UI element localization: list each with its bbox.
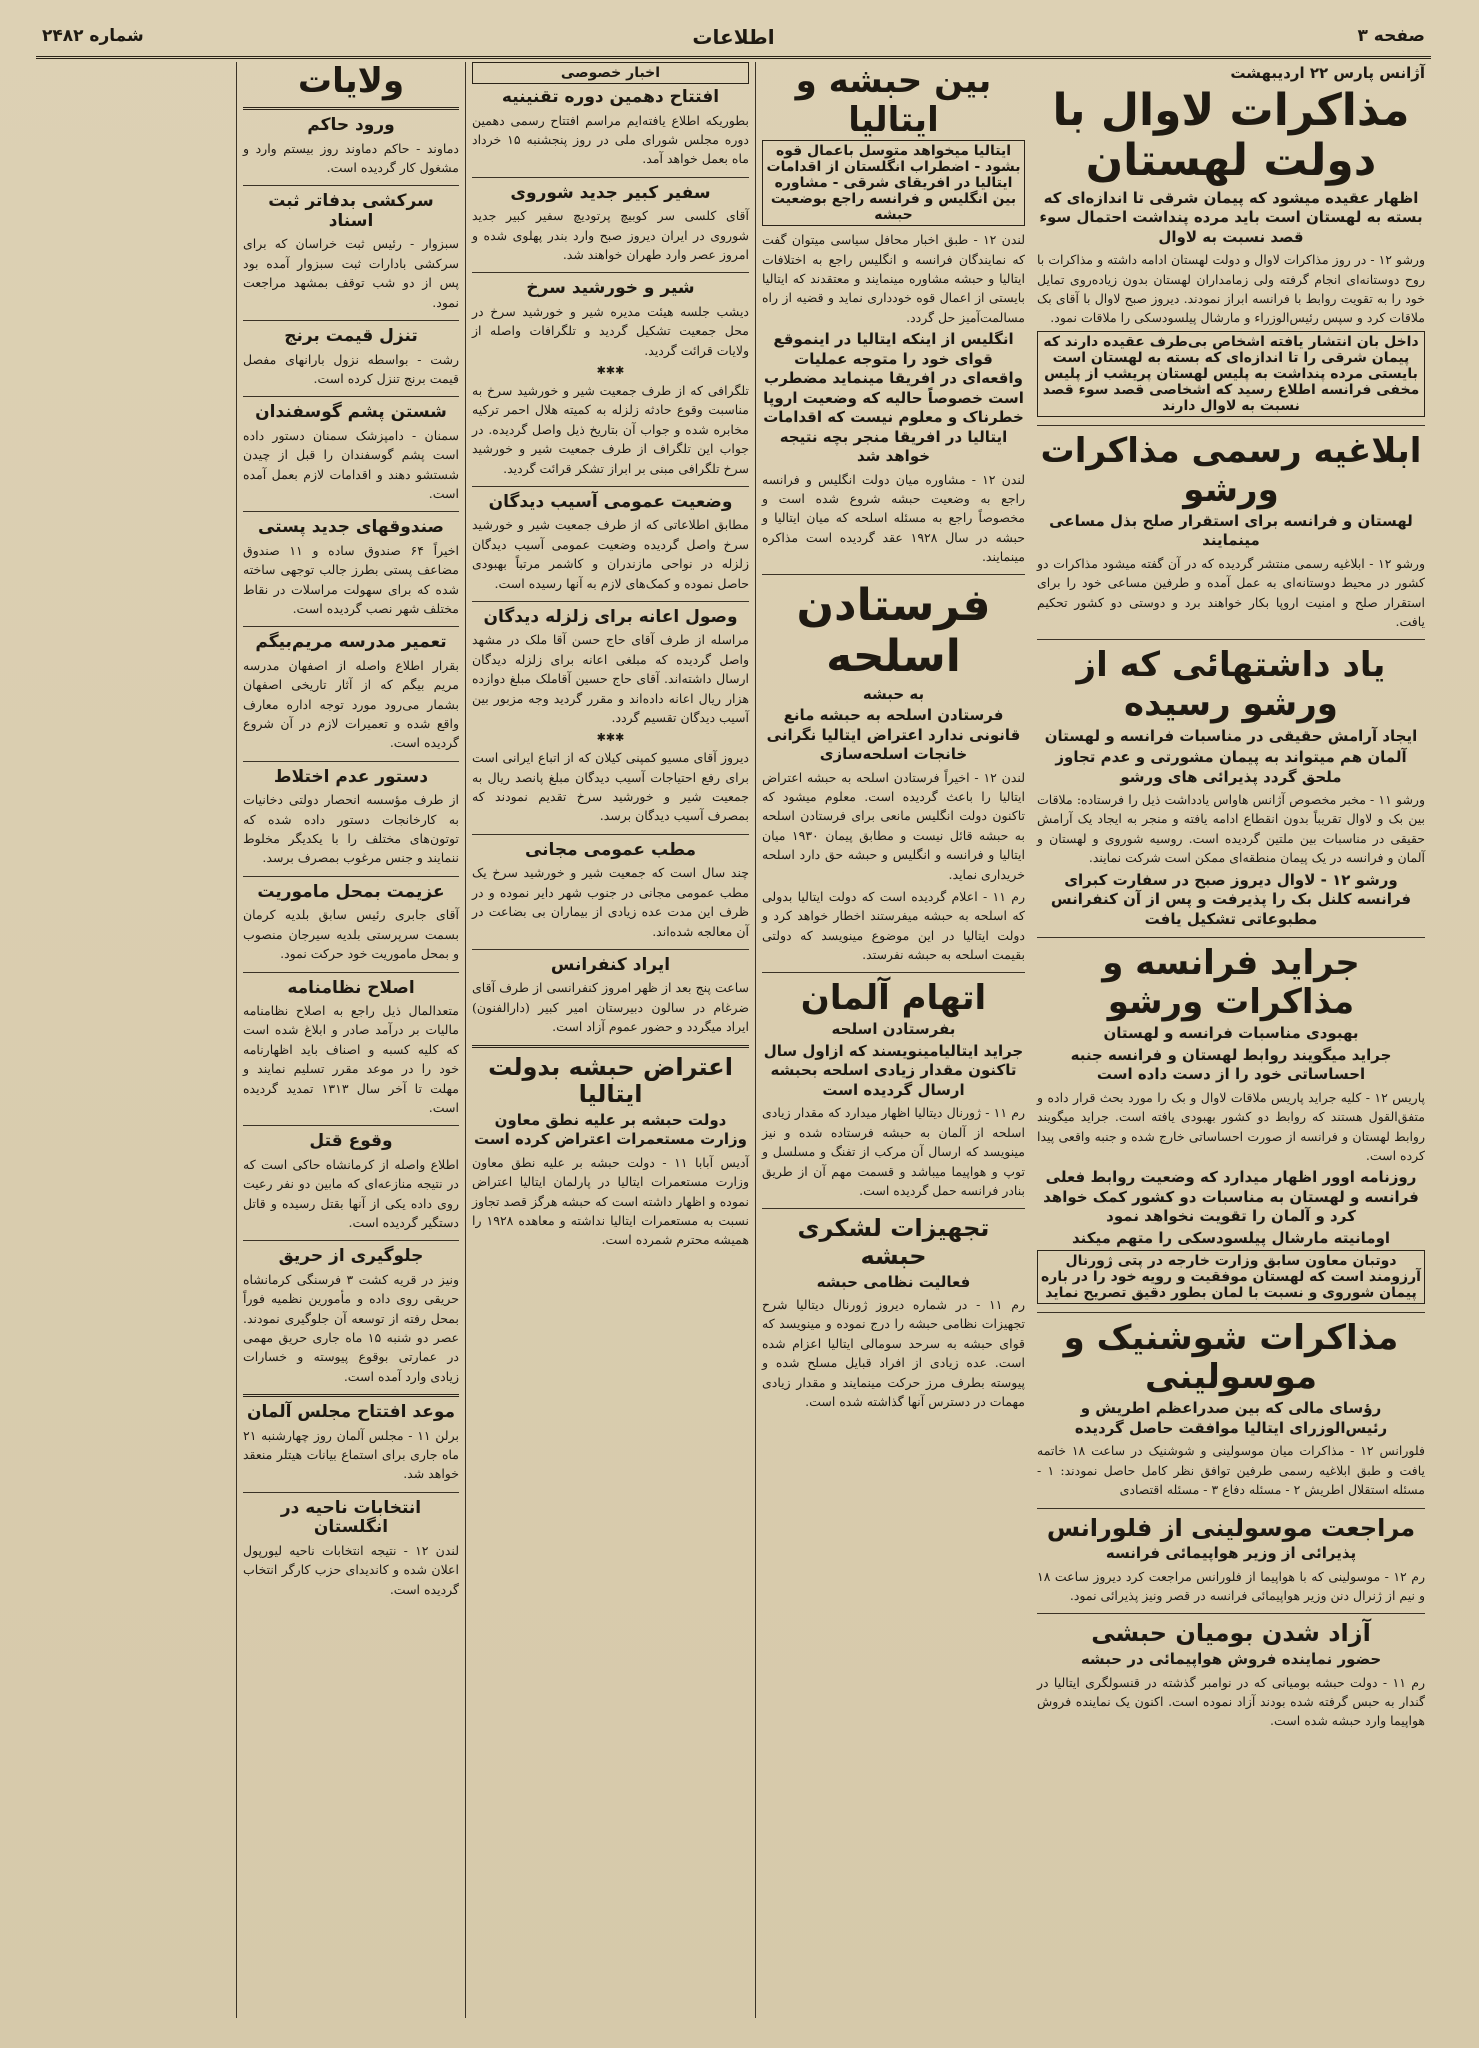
story-governor-arrival <box>239 115 459 177</box>
body-england-election: لندن ۱۲ - نتیجه انتخابات ناحیه لیورپول اعلان شده و کاندیدای حزب کارگر انتخاب گردیده است. <box>239 1542 460 1597</box>
story-lecture <box>468 949 749 1037</box>
body-registry-inspection: سبزوار - رئیس ثبت خراسان که برای سرکشی بادارات ثبت سبزوار آمده بود پس از دو شب توقف بمشهد مراجعت نمود. <box>239 236 459 310</box>
body-school-repair: بقرار اطلاع واصله از اصفهان مدرسه مریم بیگم که از آثار تاریخی اصفهان بشمار می‌رود مورد توجه اداره معارف واقع شده و تعمیرات لازم در آن شروع گردیده است. <box>239 657 459 751</box>
story-mussolini-return <box>1033 1508 1426 1606</box>
story-rice-price <box>239 320 459 388</box>
headline-england-election: انتخابات ناحیه در انگلستان <box>280 1497 422 1538</box>
headline-mussolini-return: مراجعت موسولینی از فلورانس <box>1046 1513 1416 1542</box>
headline-free-clinic: مطب عمومی مجانی <box>524 839 697 860</box>
headline-school-repair: تعمیر مدرسه مریم‌بیگم <box>255 632 447 653</box>
headline-soviet-ambassador: سفیر کبیر جدید شوروی <box>510 182 711 203</box>
subhead-ethiopian-natives: حضور نماینده فروش هواپیمائی در حبشه <box>1080 1650 1382 1668</box>
body-lecture: ساعت پنج بعد از ظهر امروز کنفرانسی از طرف آقای ضرغام در سالون دبیرستان امیر کبیر (دارالفنون) ایراد میگردد و حضور عموم آزاد است. <box>468 980 749 1035</box>
star-divider: ✱✱✱ <box>596 731 625 745</box>
story-victims-status <box>468 486 749 593</box>
headline-registry-inspection: سرکشی بدفاتر ثبت اسناد <box>268 191 434 231</box>
body-warsaw-notes: ورشو ۱۱ - مخبر مخصوص آژانس هاواس یادداشت ذیل را فرستاده: ملاقات بین بک و لاوال تقریباً بدون انقطاع ادامه یافته و منجر به ایجاد یک آرامش حقیقی در مناسبات بین ملتین گردیده است. روسیه شوروی و لهستان و آلمان و فرانسه در یک پیمان منطقه‌ای ممکن است شرکت نمایند. <box>1033 792 1425 866</box>
body-mailboxes: اخیراً ۶۴ صندوق ساده و ۱۱ صندوق مضاعف پستی بطرز جالب توجهی ساخته شده که برای سهولت مراسلات در نقاط مختلف شهر نصب گردیده است. <box>239 542 459 616</box>
bold-ethiopia-italy: انگلیس از اینکه ایتالیا در اینموقع قوای خود را متوجه عملیات واقعه‌ای در افریقا مینماید مضطرب است خصوصاً حالیه که وضعیت اروپا خطرناک و معلوم نیست که اقدامات ایتالیا در افریقا منجر بچه نتیجه خواهد شد <box>763 330 1024 466</box>
subhead-mussolini-return: پذیرائی از وزیر هواپیمائی فرانسه <box>1105 1544 1357 1563</box>
column-1 <box>1031 62 1431 2018</box>
subhead2-warsaw-notes: آلمان هم میتواند به پیمان مشورتی و عدم تجاوز ملحق گردد پذیرائی های ورشو <box>1055 748 1407 786</box>
story-parliament-opening <box>468 87 749 169</box>
headline-no-mixing: دستور عدم اختلاط <box>273 766 429 787</box>
headline-laval-poland: مذاکرات لاوال با دولت لهستان <box>1052 84 1410 187</box>
column-4 <box>236 62 465 2018</box>
column-2 <box>755 62 1031 2018</box>
subhead2-arms-shipment: فرستادن اسلحه به حبشه مانع قانونی ندارد اعتراض ایتالیا نگرانی خانجات اسلحه‌سازی <box>766 706 1021 764</box>
body2-ethiopia-italy: لندن ۱۲ - مشاوره میان دولت انگلیس و فرانسه راجع به وضعیت حبشه شروع شده است و مخصوصاً راجع به مسئله اسلحه که میان ایتالیا و حبشه در سال ۱۹۲۸ عقد گردیده است مذاکره مینمایند. <box>758 471 1025 565</box>
story-german-parliament <box>239 1394 459 1484</box>
headline-donations: وصول اعانه برای زلزله دیدگان <box>483 606 738 627</box>
section-title-provinces: ولایات <box>297 62 405 101</box>
body-free-clinic: چند سال است که جمعیت شیر و خورشید سرخ یک مطب عمومی مجانی در جنوب شهر دایر نموده و در ظرف این مدت عده زیادی از بیماران بی بضاعت در آن معالجه شده‌اند. <box>468 865 749 939</box>
headline-germany-accused: اتهام آلمان <box>800 978 987 1019</box>
story-warsaw-communique <box>1033 425 1425 632</box>
headline-parliament-opening: افتتاح دهمین دوره تقنینیه <box>501 87 720 107</box>
body-german-parliament: برلن ۱۱ - مجلس آلمان روز چهارشنبه ۲۱ ماه جاری برای استماع بیانات هیتلر منعقد خواهد شد. <box>239 1427 459 1482</box>
headline-ethiopian-natives: آزاد شدن بومیان حبشی <box>1091 1619 1371 1648</box>
story-warsaw-notes <box>1033 639 1425 929</box>
body-mussolini-return: رم ۱۲ - موسولینی که با هواپیما از فلورانس مراجعت کرد دیروز ساعت ۱۸ و نیم از ژنرال دنن وزیر هواپیمائی فرانسه در قصر ونیز پذیرائی نمود. <box>1033 1568 1426 1604</box>
story-regulation-fix <box>239 972 459 1118</box>
subhead-warsaw-communique: لهستان و فرانسه برای استقرار صلح بذل مساعی مینمایند <box>1049 511 1413 550</box>
page-header <box>36 22 1431 59</box>
story-murder <box>239 1125 459 1232</box>
body-schuschnigg-mussolini: فلورانس ۱۲ - مذاکرات میان موسولینی و شوشنیک در ساعت ۱۸ خاتمه یافت و طبق ابلاغیه رسمی طرفین توافق نظر کامل حاصل نمودند: ۱ - مسئله استقلال اطریش ۲ - مسئله دفاع ۳ - مسئله اقتصادی <box>1033 1443 1425 1498</box>
story-donations <box>468 601 749 826</box>
story-school-repair <box>239 626 459 752</box>
subhead-laval-poland: اظهار عقیده میشود که پیمان شرقی تا اندازه‌ای که بسته به لهستان است باید مرده پنداشت احتمال سوء قصد نسبت به لاوال <box>1039 188 1423 246</box>
body-ethiopian-natives: رم ۱۱ - دولت حبشه بومیانی که در نوامبر گذشته در قنسولگری ایتالیا در گندار به حبس گرفته شده بودند آزاد نموده است. اکنون یک نماینده فروش هواپیما وارد حبشه شده است. <box>1033 1674 1426 1729</box>
box-laval-poland: داخل بان انتشار یافته اشخاص بی‌طرف عقیده دارند که پیمان شرقی را تا اندازه‌ای که بسته به لهستان است بایستی مرده پنداشت به پلیس لهستان پریشب از پلیس مخفی فرانسه اطلاع رسید که اشخاصی قصد سوء قصد نسبت به لاوال دارند <box>1037 331 1425 417</box>
headline-schuschnigg-mussolini: مذاکرات شوشنیک و موسولینی <box>1063 1318 1399 1398</box>
body-donations: مراسله از طرف آقای حاج حسن آقا ملک در مشهد واصل گردیده که مبلغی اعانه برای زلزله دیدگان ارسال داشته‌اند. آقای حاج حسین آقاملک مبلغ دوازده هزار ریال اعانه داده‌اند و مقرر گردید وجه مزبور بین آسیب دیدگان تقسیم گردد. <box>468 632 749 725</box>
story-french-press <box>1033 937 1425 1304</box>
story-england-election <box>239 1492 460 1599</box>
body-parliament-opening: بطوریکه اطلاع یافته‌ایم مراسم افتتاح رسمی دهمین دوره مجلس شورای ملی در روز پنجشنبه ۱۵ خرداد ماه بعمل خواهد آمد. <box>468 112 749 167</box>
headline-arms-shipment: فرستادن اسلحه <box>796 580 991 683</box>
agency-line: آژانس پارس ۲۲ اردیبهشت <box>1230 64 1425 82</box>
subhead-ethiopian-army: فعالیت نظامی حبشه <box>816 1272 971 1291</box>
subhead-schuschnigg-mussolini: رؤسای مالی که بین صدراعظم اطریش و رئیس‌الوزرای ایتالیا موافقت حاصل گردیده <box>1074 1399 1388 1437</box>
body-fire: ونیز در قریه کشت ۳ فرسنگی کرمانشاه حریقی روی داده و مأمورین نظمیه فوراً بمحل رفته از توسعه آن جلوگیری نمودند. عصر دو شنبه ۱۵ ماه جاری حریق مهمی در عمارتی بوقوع پیوسته و خسارات زیادی وارد آمده است. <box>239 1271 460 1384</box>
headline-warsaw-communique: ابلاغیه رسمی مذاکرات ورشو <box>1040 430 1422 510</box>
story-no-mixing <box>239 761 459 868</box>
columns <box>36 62 1431 2018</box>
bold2-french-press: اومانیته مارشال پیلسودسکی را متهم میکند <box>1071 1228 1391 1247</box>
story-registry-inspection <box>239 185 459 312</box>
body-murder: اطلاع واصله از کرمانشاه حاکی است که در نتیجه منازعه‌ای که مابین دو نفر رعیت روی داده یکی از آنها بقتل رسیده و قاتل دستگیر گردیده است. <box>239 1156 459 1230</box>
star-divider: ✱✱✱ <box>596 364 625 378</box>
body-rice-price: رشت - بواسطه نزول بارانهای مفصل قیمت برنج تنزل کرده است. <box>239 351 459 386</box>
headline-german-parliament: موعد افتتاح مجلس آلمان <box>246 1402 456 1423</box>
body-victims-status: مطابق اطلاعاتی که از طرف جمعیت شیر و خورشید سرخ واصل گردیده وضعیت عمومی آسیب دیدگان زلزله در نواحی مازندران و کاشمر مرتباً بهبودی حاصل نموده و کمک‌های لازم به آنها رسیده است. <box>468 517 749 591</box>
box-french-press: دوتبان معاون سابق وزارت خارجه در پتی ژورنال آرزومند است که لهستان موفقیت و رویه خود را در باره پیمان شوروی و نسبت با لمان بطور دقیق تصریح نماید <box>1037 1250 1425 1304</box>
subhead-french-press: بهبودی مناسبات فرانسه و لهستان <box>1103 1024 1359 1043</box>
story-assignment <box>239 876 459 964</box>
issue-number: شماره ۲۴۸۲ <box>42 26 144 46</box>
story-soviet-ambassador <box>468 177 749 265</box>
story-sheep-wool <box>239 396 459 503</box>
story-laval-poland <box>1033 84 1425 417</box>
body-ethiopia-protest: آدیس آبابا ۱۱ - دولت حبشه بر علیه نطق معاون وزارت مستعمرات ایتالیا در پارلمان ایتالیا اعتراض نموده و اظهار داشته است که حبشه هرگز قصد تجاوز نسبت به مستعمرات ایتالیا نداشته و معاهده ۱۹۲۸ را همیشه محترم شمرده است. <box>468 1154 750 1248</box>
story-red-lion-sun <box>468 272 749 478</box>
bold-french-press: روزنامه اوور اظهار میدارد که وضعیت روابط فعلی فرانسه و لهستان به مناسبات دو کشور کمک خواهد کرد و آلمان را تقویت نخواهد نمود <box>1043 1168 1419 1226</box>
body-warsaw-communique: ورشو ۱۲ - ابلاغیه رسمی منتشر گردیده که در آن گفته میشود مذاکرات دو کشور در محیط دوستانه‌ای به عمل آمده و طرفین مساعی خود را برای استقرار صلح و امنیت اروپا بکار خواهند برد و دوستی دو کشور تحکیم یافت. <box>1033 555 1425 629</box>
divider <box>243 107 459 110</box>
headline-ethiopia-protest: اعتراض حبشه بدولت ایتالیا <box>488 1052 733 1109</box>
newspaper-name: اطلاعات <box>692 25 775 49</box>
subhead-arms-shipment: به حبشه <box>862 684 925 703</box>
body-sheep-wool: سمنان - دامپزشک سمنان دستور داده است پشم گوسفندان را قبل از چیدن شستشو دهند و اقدامات لازم بعمل آمده است. <box>239 427 459 501</box>
bold-warsaw-notes: ورشو ۱۲ - لاوال دیروز صبح در سفارت کبرای فرانسه کلنل بک را پذیرفت و پس از آن کنفرانس مطبوعاتی تشکیل یافت <box>1050 870 1412 928</box>
body2-red-lion-sun: تلگرافی که از طرف جمعیت شیر و خورشید سرخ به مناسبت وقوع حادثه زلزله به کمیته هلال احمر ترکیه مخابره شده و جواب آن بتاریخ ذیل واصل گردیده. در جواب این تلگراف از طرف جمعیت شیر و خورشید سرخ تلگرافی مبنی بر ابراز تشکر قرائت گردید. <box>468 383 749 476</box>
body-germany-accused: رم ۱۱ - ژورنال دیتالیا اظهار میدارد که مقدار زیادی اسلحه از آلمان به حبشه فرستاده شده و نیز مینویسد که ارسال آن مرکب از تفنگ و مسلسل و توپ و هواپیما میباشد و قسمت مهم آن از طریق بنادر فرانسه حمل گردیده است. <box>758 1105 1025 1198</box>
body-laval-poland: ورشو ۱۲ - در روز مذاکرات لاوال و دولت لهستان ادامه داشته و مذاکرات با روح دوستانه‌ای انجام گرفته ولی زمامداران لهستان بدون زیاده‌روی تمایل خود را به تقویت روابط با فرانسه ابراز نمودند. دیروز صبح لاوال با آقای بک ملاقات کرد و سپس رئیس‌الوزراء و مارشال پیلسودسکی را ملاقات نمود. <box>1033 252 1425 326</box>
body-french-press: پاریس ۱۲ - کلیه جراید پاریس ملاقات لاوال و بک را مورد بحث قرار داده و متفق‌القول هستند که روابط دو کشور بهبودی یافته است. جراید میگویند روابط لهستان و فرانسه از صورت احساساتی خارج شده و جنبه واقعی پیدا کرده است. <box>1033 1089 1425 1163</box>
body-regulation-fix: متعدالمال ذیل راجع به اصلاح نظامنامه مالیات بر درآمد صادر و ابلاغ شده است که کلیه کسبه و اصناف باید اظهارنامه خود را در موعد مقرر تسلیم نمایند و مهلت تا آخر سال ۱۳۱۳ تمدید گردیده است. <box>239 1003 459 1115</box>
story-schuschnigg-mussolini <box>1033 1312 1425 1499</box>
body-red-lion-sun: دیشب جلسه هیئت مدیره شیر و خورشید سرخ در محل جمعیت تشکیل گردید و تلگرافات واصله از ولایات قرائت گردید. <box>468 303 749 358</box>
box-ethiopia-italy: ایتالیا میخواهد متوسل باعمال قوه بشود - اضطراب انگلستان از اقدامات ایتالیا در افریقای شرقی - مشاوره بین انگلیس و فرانسه راجع بوضعیت حبشه <box>762 140 1025 226</box>
headline-mailboxes: صندوقهای جدید پستی <box>257 517 444 538</box>
body2-donations: دیروز آقای مسیو کمپنی کیلان که از اتباع ایرانی است برای رفع احتیاجات آسیب دیدگان مبلغ پانصد ریال به جمعیت شیر و خورشید سرخ تقدیم نمودند که بمصرف آسیب دیدگان برسد. <box>468 750 749 824</box>
body-assignment: آقای جابری رئیس سابق بلدیه کرمان بسمت سرپرستی بلدیه سیرجان منصوب و بمحل ماموریت خود حرکت نمود. <box>239 907 459 962</box>
headline-fire: جلوگیری از حریق <box>278 1246 424 1267</box>
story-arms-shipment <box>758 574 1025 964</box>
story-fire <box>239 1240 460 1386</box>
subhead-ethiopia-protest: دولت حبشه بر علیه نطق معاون وزارت مستعمرات اعتراض کرده است <box>474 1110 747 1149</box>
headline-sheep-wool: شستن پشم گوسفندان <box>255 402 447 423</box>
headline-murder: وقوع قتل <box>309 1131 393 1152</box>
subhead-germany-accused: بفرستادن اسلحه <box>831 1020 956 1039</box>
story-germany-accused <box>758 972 1025 1200</box>
headline-rice-price: تنزل قیمت برنج <box>284 325 418 346</box>
headline-assignment: عزیمت بمحل ماموریت <box>257 881 445 902</box>
headline-governor-arrival: ورود حاکم <box>307 115 395 136</box>
section-label-private-news: اخبار خصوصی <box>472 62 749 84</box>
body-soviet-ambassador: آقای کلسی سر کوبیچ پرتودیچ سفیر کبیر جدید شوروی در ایران دیروز صبح وارد بندر پهلوی شده و امروز عصر وارد طهران خواهند شد. <box>468 208 749 262</box>
subhead2-french-press: جراید میگویند روابط لهستان و فرانسه جنبه احساساتی خود را از دست داده است <box>1070 1045 1392 1084</box>
body-no-mixing: از طرف مؤسسه انحصار دولتی دخانیات به کارخانجات دستور داده شده که توتون‌های مختلف را با یکدیگر مخلوط ننمایند و جنس مرغوب بمصرف برسد. <box>239 792 459 866</box>
headline-lecture: ایراد کنفرانس <box>550 954 671 975</box>
page-number: صفحه ۳ <box>1357 26 1425 46</box>
body-arms-shipment: لندن ۱۲ - اخیراً فرستادن اسلحه به حبشه اعتراض ایتالیا را باعث گردیده است. معلوم میشود که تاکنون دولت انگلیس مانعی برای فرستادن اسلحه به حبشه قائل نیست و مطابق پیمان ۱۹۳۰ میان ایتالیا و فرانسه و انگلیس و حبشه حق دارد اسلحه خریداری نماید. <box>758 769 1025 882</box>
story-ethiopian-army <box>758 1208 1025 1411</box>
story-free-clinic <box>468 834 749 941</box>
story-ethiopian-natives <box>1033 1613 1426 1730</box>
headline-warsaw-notes: یاد داشتهائی که از ورشو رسیده <box>1076 645 1386 725</box>
headline-victims-status: وضعیت عمومی آسیب دیدگان <box>488 491 733 512</box>
story-ethiopia-protest <box>468 1045 750 1250</box>
subhead-warsaw-notes: ایجاد آرامش حقیقی در مناسبات فرانسه و لهستان <box>1044 726 1418 745</box>
body-governor-arrival: دماوند - حاکم دماوند روز بیستم وارد و مشغول کار گردیده است. <box>239 140 459 176</box>
body2-arms-shipment: رم ۱۱ - اعلام گردیده است که دولت ایتالیا بدولی که اسلحه به حبشه میفرستند اخطار خواهد کرد و دولت ایتالیا در این موضوع مینویسد که دولتی بقیمت اسلحه به حبشه نفرستد. <box>758 888 1025 962</box>
headline-ethiopian-army: تجهیزات لشکری حبشه <box>797 1214 990 1270</box>
headline-ethiopia-italy: بین حبشه و ایتالیا <box>795 62 992 141</box>
body-ethiopia-italy: لندن ۱۲ - طبق اخبار محافل سیاسی میتوان گفت که نمایندگان فرانسه و انگلیس راجع به اختلافات ایتالیا و حبشه مشاوره مینمایند و معتقدند که ایتالیا بایستی از اعمال قوه خودداری نماید و قضیه از راه مسالمت‌آمیز حل گردد. <box>758 232 1026 325</box>
headline-french-press: جراید فرانسه و مذاکرات ورشو <box>1102 943 1360 1023</box>
body-ethiopian-army: رم ۱۱ - در شماره دیروز ژورنال دیتالیا شرح تجهیزات نظامی حبشه را درج نموده و مینویسد که قوای حبشه به سرحد سومالی ایتالیا اعزام شده است. عده زیادی از افراد قبایل مسلح شده و پیوسته بطرف مرز حرکت مینمایند و مقدار زیادی مهمات در دسترس آنها گذاشته شده است. <box>758 1297 1025 1409</box>
subhead2-germany-accused: جراید ایتالیامینویسند که ازاول سال تاکنون مقدار زیادی اسلحه بحبشه ارسال گردیده است <box>763 1041 1024 1099</box>
headline-regulation-fix: اصلاح نظامنامه <box>287 977 415 998</box>
story-ethiopia-italy <box>758 62 1026 566</box>
column-3 <box>465 62 755 2018</box>
headline-red-lion-sun: شیر و خورشید سرخ <box>526 278 695 299</box>
story-mailboxes <box>239 511 459 618</box>
